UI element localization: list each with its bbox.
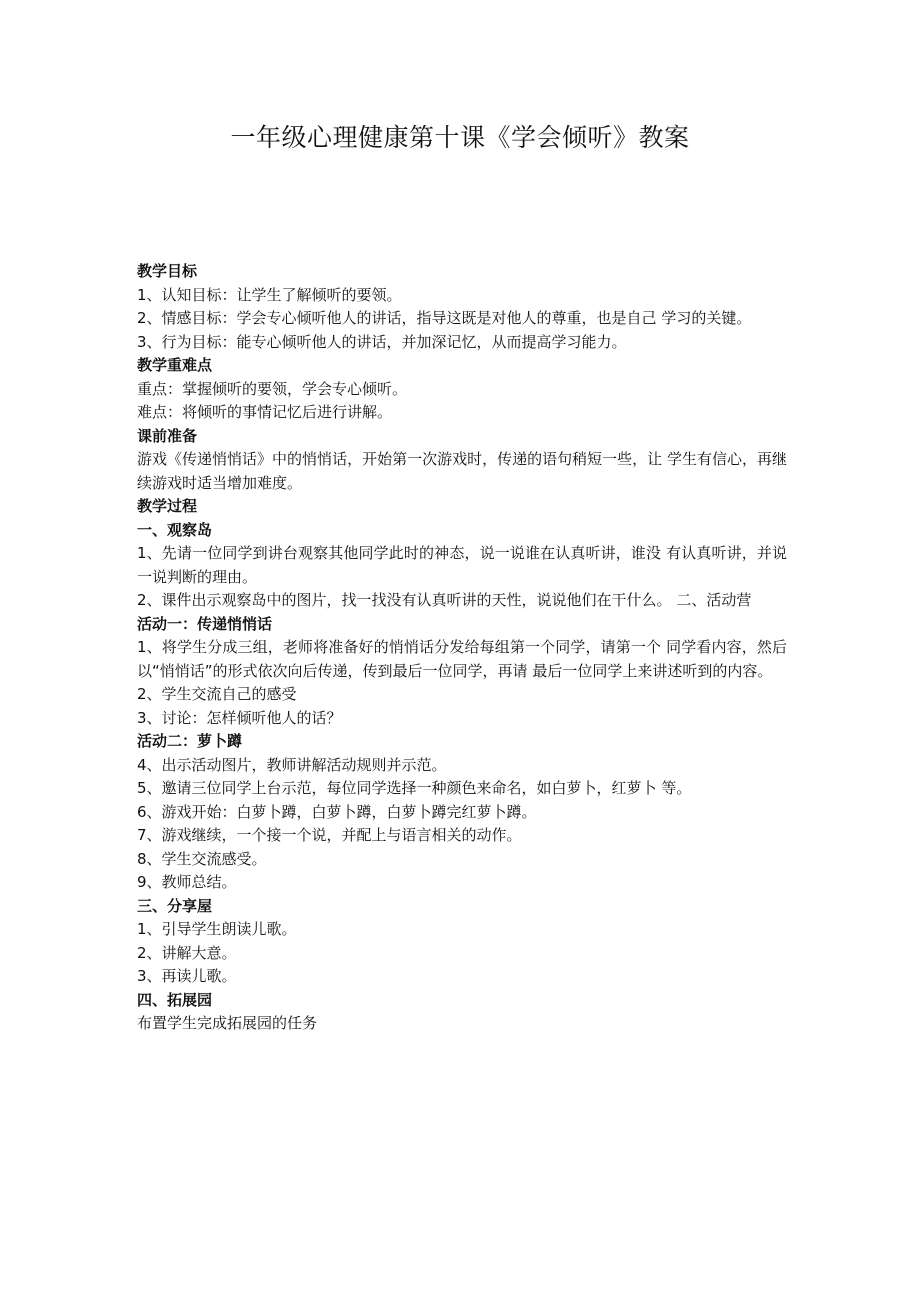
sharing-item-3: 3、再读儿歌。 (137, 967, 237, 985)
document-body (137, 260, 787, 1036)
heading-preparation: 课前准备 (137, 426, 198, 445)
activity1-item-2: 2、学生交流自己的感受 (137, 685, 297, 703)
document-title: 一年级心理健康第十课《学会倾听》教案 (230, 123, 690, 152)
activity2-item-6: 6、游戏开始：白萝卜蹲，白萝卜蹲，白萝卜蹲完红萝卜蹲。 (137, 802, 537, 821)
activity2-item-8: 8、学生交流感受。 (137, 849, 267, 868)
heading-key-points: 教学重难点 (137, 356, 213, 374)
heading-extension-garden: 四、拓展园 (137, 990, 213, 1009)
activity1-item-3: 3、讨论：怎样倾听他人的话？ (137, 708, 342, 727)
activity2-item-9: 9、教师总结。 (137, 873, 237, 891)
goal-item-3: 3、行为目标：能专心倾听他人的讲话，并加深记忆，从而提高学习能力。 (137, 332, 627, 351)
heading-teaching-process: 教学过程 (137, 497, 198, 515)
heading-observation-island: 一、观察岛 (137, 520, 213, 539)
heading-sharing-house: 三、分享屋 (137, 896, 213, 915)
sharing-item-2: 2、讲解大意。 (137, 943, 237, 962)
extension-text: 布置学生完成拓展园的任务 (137, 1014, 318, 1032)
sharing-item-1: 1、引导学生朗读儿歌。 (137, 920, 297, 938)
goal-item-1: 1、认知目标：让学生了解倾听的要领。 (137, 285, 402, 304)
key-point-difficulty: 难点：将倾听的事情记忆后进行讲解。 (137, 403, 393, 421)
activity2-item-7: 7、游戏继续，一个接一个说，并配上与语言相关的动作。 (137, 826, 522, 844)
goal-item-2: 2、情感目标：学会专心倾听他人的讲话，指导这既是对他人的尊重，也是自己 学习的关键。 (137, 309, 752, 327)
observation-item-1: 1、先请一位同学到讲台观察其他同学此时的神态，说一说谁在认真听讲，谁没 有认真听讲，并说一说判断的理由。 (137, 544, 787, 586)
heading-activity-1: 活动一：传递悄悄话 (137, 614, 273, 633)
activity1-item-1: 1、将学生分成三组，老师将准备好的悄悄话分发给每组第一个同学，请第一个 同学看内容，然后以“悄悄话”的形式依次向后传递，传到最后一位同学，再请 最后一位同学上来讲述听到的内容。 (137, 638, 787, 680)
heading-teaching-goals: 教学目标 (137, 262, 198, 280)
activity2-item-4: 4、出示活动图片，教师讲解活动规则并示范。 (137, 755, 447, 774)
key-point-focus: 重点：掌握倾听的要领，学会专心倾听。 (137, 379, 408, 398)
observation-item-2: 2、课件出示观察岛中的图片，找一找没有认真听讲的天性，说说他们在干什么。 二、活动营 (137, 591, 752, 609)
activity2-item-5: 5、邀请三位同学上台示范，每位同学选择一种颜色来命名，如白萝卜，红萝卜 等。 (137, 779, 692, 797)
heading-activity-2: 活动二：萝卜蹲 (137, 732, 243, 750)
preparation-text: 游戏《传递悄悄话》中的悄悄话，开始第一次游戏时，传递的语句稍短一些，让 学生有信心，再继续游戏时适当增加难度。 (137, 450, 787, 492)
